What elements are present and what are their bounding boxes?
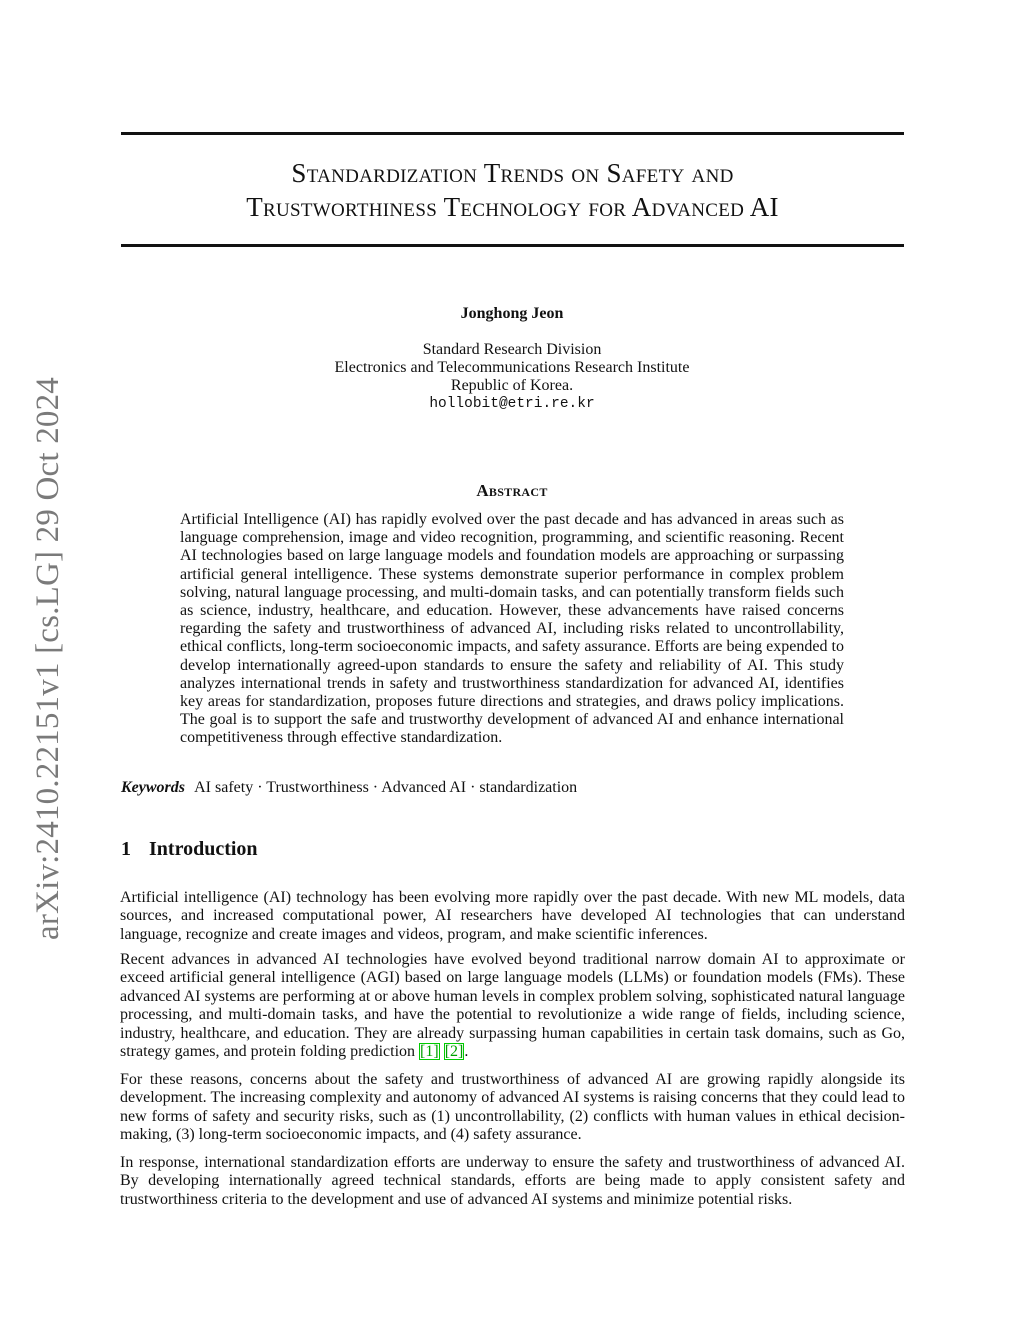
author-affiliation xyxy=(0,341,1024,413)
affiliation-division: Standard Research Division xyxy=(422,341,602,358)
intro-paragraph-4: In response, international standardization efforts are underway to ensure the safety and trustworthiness of advanced AI. By developing internationally agreed technical standards, efforts are being made to apply consistent safety and trustworthiness criteria to the development and use of advanced AI systems and minimize potential risks. xyxy=(120,1154,905,1208)
keywords-list: AI safety · Trustworthiness · Advanced AI · standardization xyxy=(194,779,578,796)
intro-paragraph-3: For these reasons, concerns about the safety and trustworthiness of advanced AI are growing rapidly alongside its development. The increasing complexity and autonomy of advanced AI systems is raising concerns that they could lead to new forms of safety and security risks, such as (1) uncontrollability, (2) conflicts with human values in ethical decision-making, (3) long-term socioeconomic impacts, and (4) safety assurance. xyxy=(120,1071,905,1144)
intro-paragraph-1: Artificial intelligence (AI) technology has been evolving more rapidly over the past decade. With new ML models, data sources, and increased computational power, AI researchers have developed AI technologies that can understand language, recognize and create images and videos, program, and make scientific inferences. xyxy=(120,889,905,943)
intro-paragraph-2 xyxy=(120,951,905,1061)
section-title: Introduction xyxy=(149,838,258,860)
keywords-label: Keywords xyxy=(121,779,185,796)
title-line-2: Trustworthiness Technology for Advanced AI xyxy=(246,192,779,222)
abstract-body: Artificial Intelligence (AI) has rapidly evolved over the past decade and has advanced in areas such as language comprehension, image and video recognition, programming, and scientific reasoning. Recent AI technologies based on large language models and foundation models are approaching or surpassing artificial general intelligence. These systems demonstrate superior performance in complex problem solving, natural language processing, and multi-domain tasks, and can potentially transform fields such as science, industry, healthcare, and education. However, these advancements have raised concerns regarding the safety and trustworthiness of advanced AI, including risks related to uncontrollability, ethical conflicts, long-term socioeconomic impacts, and safety assurance. Efforts are being expended to develop internationally agreed-upon standards to ensure the safety and reliability of AI. This study analyzes international trends in safety and trustworthiness standardization for advanced AI, identifies key areas for standardization, proposes future directions and strategies, and draws policy implications. The goal is to support the safe and trustworthy development of advanced AI and enhance international competitiveness through effective standardization. xyxy=(180,511,844,747)
arxiv-identifier-stamp: arXiv:2410.22151v1 [cs.LG] 29 Oct 2024 xyxy=(30,376,66,940)
section-heading-introduction xyxy=(121,838,258,861)
intro-paragraph-2-end: . xyxy=(464,1043,469,1061)
author-name: Jonghong Jeon xyxy=(460,305,564,322)
title-top-rule xyxy=(121,132,904,135)
keywords-line xyxy=(121,779,904,797)
paper-title xyxy=(121,156,904,224)
citation-link-2[interactable]: [2] xyxy=(444,1043,464,1061)
citation-link-1[interactable]: [1] xyxy=(420,1043,439,1061)
affiliation-institute: Electronics and Telecommunications Research Institute xyxy=(334,359,690,376)
title-line-1: Standardization Trends on Safety and xyxy=(291,158,734,188)
intro-paragraph-2-text: Recent advances in advanced AI technologies have evolved beyond traditional narrow domain AI to approximate or exceed artificial general intelligence (AGI) based on large language models (LLMs) or foundation models (FMs). These advanced AI systems are performing at or above human levels in complex problem solving, sophisticated natural language processing, and multi-domain tasks, and have the potential to revolutionize a wide range of fields, including science, industry, healthcare, and education. They are already surpassing human capabilities in certain task domains, such as Go, strategy games, and protein folding prediction xyxy=(120,951,905,1061)
abstract-heading: Abstract xyxy=(476,481,548,500)
section-number: 1 xyxy=(121,838,131,860)
affiliation-country: Republic of Korea. xyxy=(450,377,574,394)
author-email[interactable]: hollobit@etri.re.kr xyxy=(429,396,595,412)
title-bottom-rule xyxy=(121,244,904,247)
